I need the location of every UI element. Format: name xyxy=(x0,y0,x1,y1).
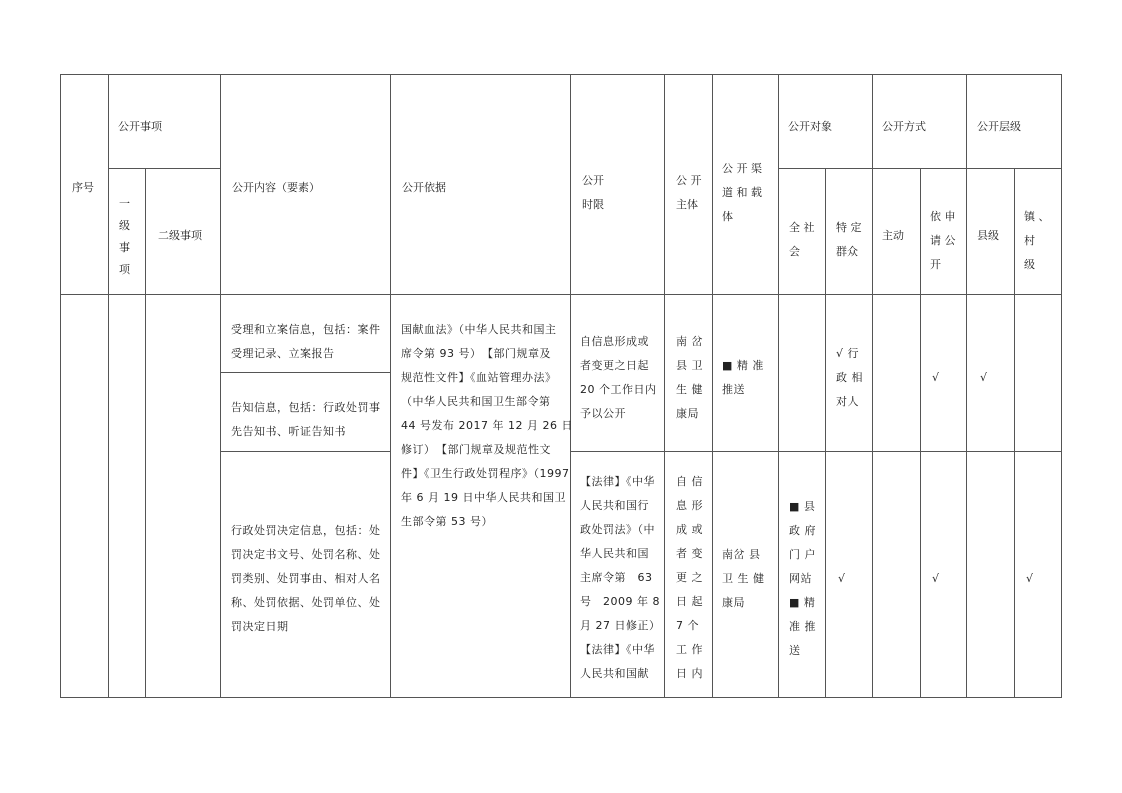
check-by-request-top: √ xyxy=(932,371,940,384)
content-penalty-decision: 行政处罚决定信息，包括：处 罚决定书文号、处罚名称、处 罚类别、处罚事由、相对人名 称、处罚依据、处罚单位、处 罚决定日期 xyxy=(231,524,381,633)
header-subject: 公 开 主体 xyxy=(676,174,702,211)
column-divider xyxy=(825,168,826,698)
column-divider xyxy=(220,74,221,698)
column-divider xyxy=(712,74,713,698)
header-county: 县级 xyxy=(977,229,999,242)
header-item: 公开事项 xyxy=(118,120,162,133)
column-divider xyxy=(390,74,391,698)
column-divider xyxy=(1014,168,1015,698)
table-border-left xyxy=(60,74,61,698)
column-divider xyxy=(872,74,873,698)
table-border-top xyxy=(60,74,1062,75)
column-divider xyxy=(778,74,779,698)
header-channel: 公 开 渠 道 和 载 体 xyxy=(722,162,762,223)
header-by-request: 依 申 请 公 开 xyxy=(930,210,956,271)
time-limit-bottom: 自 信 息 形 成 或 者 变 更 之 日 起 7 个 工 作 日 内 xyxy=(676,475,703,680)
header-town-village: 镇 、 村 级 xyxy=(1024,210,1050,271)
channel-bottom: ■ 县 政 府 门 户 网站 ■ 精 准 推 送 xyxy=(789,500,816,657)
header-content: 公开内容（要素） xyxy=(232,181,320,194)
header-audience: 公开对象 xyxy=(788,120,832,133)
header-specific-group: 特 定 群众 xyxy=(836,221,862,258)
column-divider xyxy=(920,168,921,698)
table-border-right xyxy=(1061,74,1062,698)
column-divider xyxy=(966,74,967,698)
header-time-limit: 公开 时限 xyxy=(582,174,604,211)
header-bottom-rule xyxy=(60,294,1062,295)
specific-group-top: √ 行 政 相 对人 xyxy=(836,347,863,408)
content-case-registration: 受理和立案信息，包括：案件 受理记录、立案报告 xyxy=(231,323,381,360)
header-level2: 二级事项 xyxy=(158,229,202,242)
table-border-bottom xyxy=(60,697,1062,698)
row-divider xyxy=(570,451,1062,452)
header-method: 公开方式 xyxy=(882,120,926,133)
subject-bottom: 南岔 县 卫 生 健 康局 xyxy=(722,548,765,609)
header-basis: 公开依据 xyxy=(402,181,446,194)
row-divider xyxy=(220,451,390,452)
column-divider xyxy=(108,74,109,698)
basis-text: 国献血法》（中华人民共和国主 席令第 93 号） 【部门规章及 规范性文件】《血站管理办法》 （中华人民共和国卫生部令第 44 号发布 2017 年 12 月 26 日 修订） 【部门规章及规范性文 件】《卫生行政处罚程序》（1997 年 6 月 19 日中华人民共和国卫 生部令第 53 号） xyxy=(401,323,573,528)
check-county-top: √ xyxy=(980,371,988,384)
row-divider xyxy=(220,372,390,373)
header-divider xyxy=(108,168,220,169)
header-proactive: 主动 xyxy=(882,229,904,242)
check-specific-bottom: √ xyxy=(838,572,846,585)
subject-top: 南 岔 县 卫 生 健 康局 xyxy=(676,335,703,420)
time-limit-top: 自信息形成或 者变更之日起 20 个工作日内 予以公开 xyxy=(580,335,657,420)
column-divider xyxy=(145,168,146,698)
header-level1: 一 级 事 项 xyxy=(119,197,130,276)
channel-top: ■ 精 准 推送 xyxy=(722,359,764,396)
basis-bottom: 【法律】《中华 人民共和国行 政处罚法》（中 华人民共和国 主席令第 63 号 2009 年 8 月 27 日修正） 【法律】《中华 人民共和国献 xyxy=(580,475,661,680)
content-notification: 告知信息，包括：行政处罚事 先告知书、听证告知书 xyxy=(231,401,381,438)
header-seq: 序号 xyxy=(72,181,94,194)
check-by-request-bottom: √ xyxy=(932,572,940,585)
header-all-society: 全 社 会 xyxy=(789,221,815,258)
header-tier: 公开层级 xyxy=(977,120,1021,133)
column-divider xyxy=(664,74,665,698)
check-town-bottom: √ xyxy=(1026,572,1034,585)
